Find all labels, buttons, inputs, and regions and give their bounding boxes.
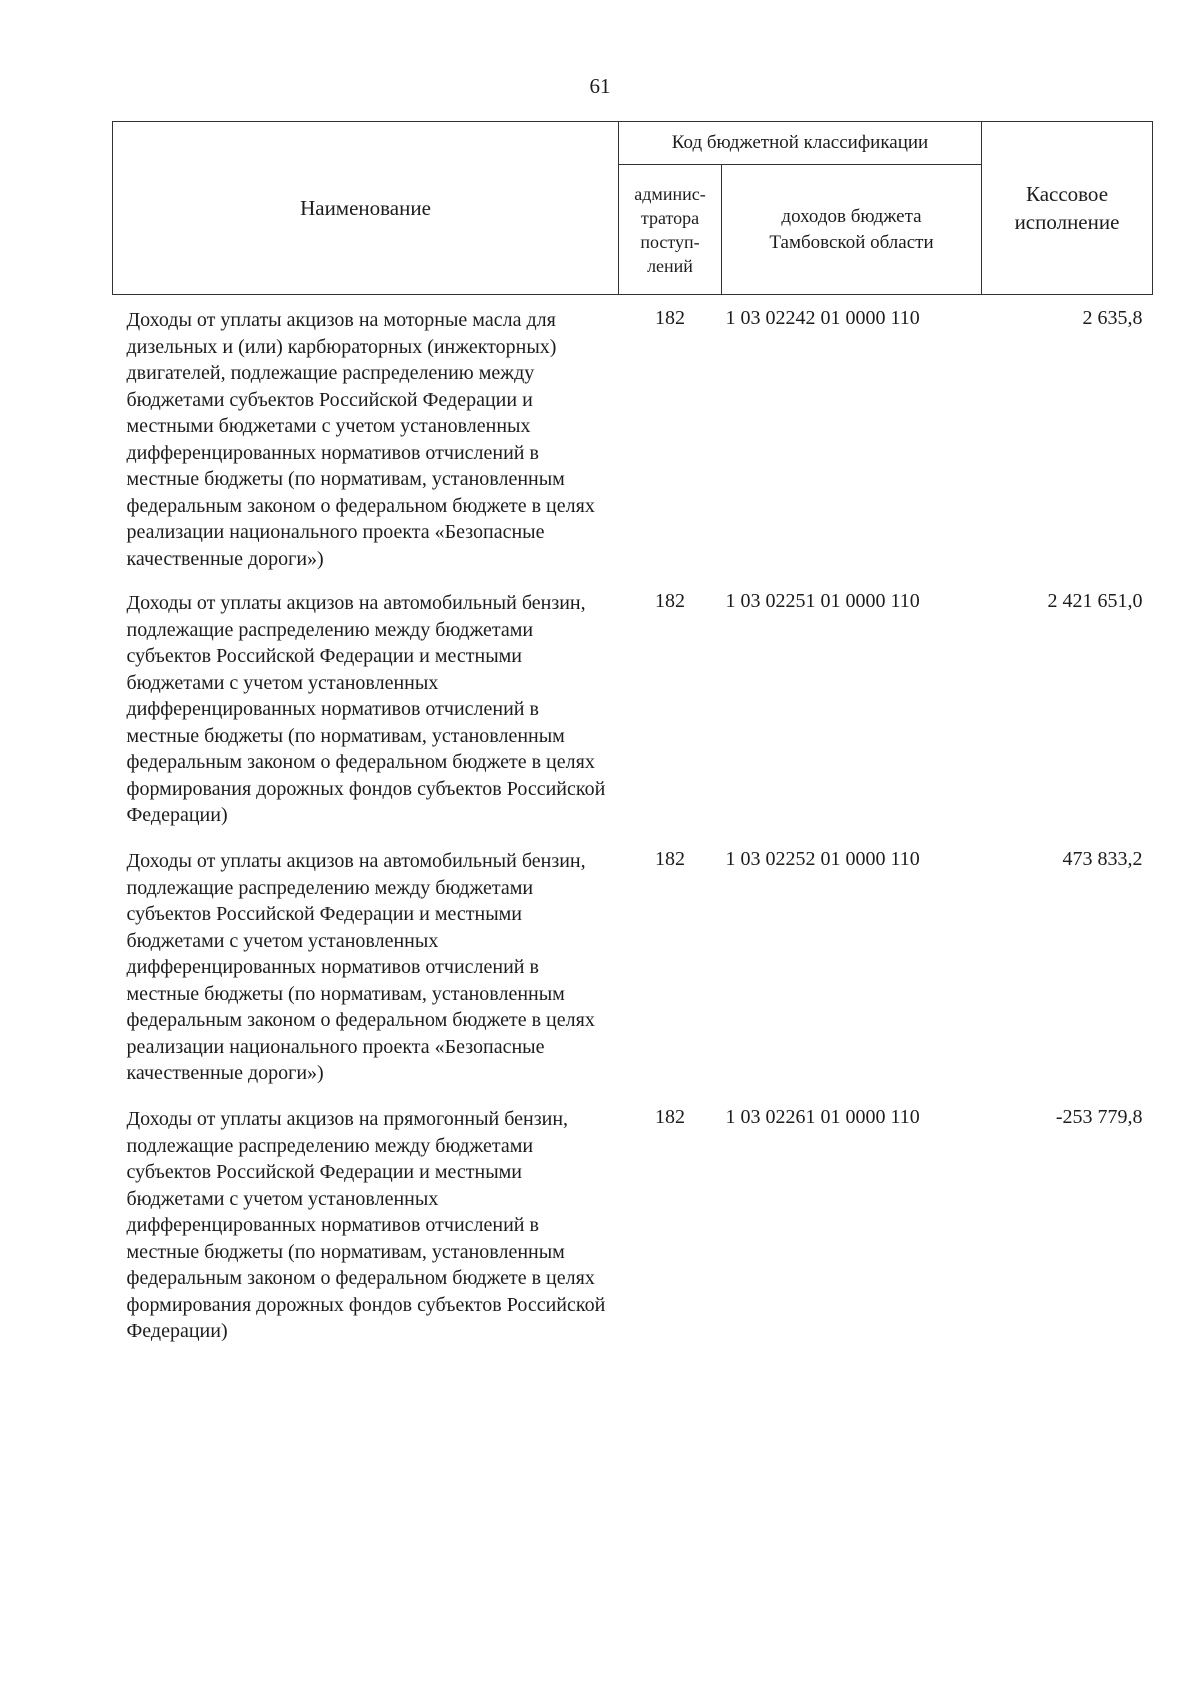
row-income-code: 1 03 02251 01 0000 110 xyxy=(725,590,920,612)
row-name: Доходы от уплаты акцизов на прямогонный бензин, подлежащие распределению между бюджетами субъектов Российской Федерации и местными бюджетами с учетом установленных дифференцированных нормативов отчислений в местные бюджеты (по нормативам, установленным федеральным законом о федеральном бюджете в целях формирования дорожных фондов субъектов Российской Федерации) xyxy=(126,1108,606,1342)
budget-table-container xyxy=(112,121,1152,1357)
row-income-code: 1 03 02242 01 0000 110 xyxy=(725,307,920,329)
row-name: Доходы от уплаты акцизов на автомобильный бензин, подлежащие распределению между бюджетами субъектов Российской Федерации и местными бюджетами с учетом установленных дифференцированных нормативов отчислений в местные бюджеты (по нормативам, установленным федеральным законом о федеральном бюджете в целях реализации национального проекта «Безопасные качественные дороги») xyxy=(126,850,595,1084)
table-header xyxy=(113,122,1153,295)
row-admin-code: 182 xyxy=(655,1106,685,1128)
row-admin-code: 182 xyxy=(655,590,685,612)
row-admin-code: 182 xyxy=(655,848,685,870)
table-body xyxy=(113,295,1153,1358)
budget-table xyxy=(112,121,1153,1357)
header-sum xyxy=(982,122,1153,295)
table-row xyxy=(113,295,1153,579)
header-sum-label: Кассовое исполнение xyxy=(1014,182,1120,234)
row-name: Доходы от уплаты акцизов на моторные масла для дизельных и (или) карбюраторных (инжекторных) двигателей, подлежащие распределению между бюджетами субъектов Российской Федерации и местными бюджетами с учетом установленных дифференцированных нормативов отчислений в местные бюджеты (по нормативам, установленным федеральным законом о федеральном бюджете в целях реализации национального проекта «Безопасные качественные дороги») xyxy=(126,309,595,570)
row-income-code: 1 03 02252 01 0000 110 xyxy=(725,848,920,870)
table-row xyxy=(113,1094,1153,1357)
header-admin xyxy=(619,165,722,295)
header-name: Наименование xyxy=(113,122,619,295)
row-sum: 2 421 651,0 xyxy=(1047,590,1143,612)
row-admin-code: 182 xyxy=(655,307,685,329)
row-sum: -253 779,8 xyxy=(1055,1106,1143,1128)
row-sum: 2 635,8 xyxy=(1082,307,1143,329)
header-code xyxy=(722,165,982,295)
header-code-group: Код бюджетной классификации xyxy=(619,122,982,165)
row-sum: 473 833,2 xyxy=(1062,848,1143,870)
page-number: 61 xyxy=(589,74,611,98)
row-name: Доходы от уплаты акцизов на автомобильный бензин, подлежащие распределению между бюджетами субъектов Российской Федерации и местными бюджетами с учетом установленных дифференцированных нормативов отчислений в местные бюджеты (по нормативам, установленным федеральным законом о федеральном бюджете в целях формирования дорожных фондов субъектов Российской Федерации) xyxy=(126,592,606,826)
table-row xyxy=(113,836,1153,1094)
table-row xyxy=(113,578,1153,836)
row-income-code: 1 03 02261 01 0000 110 xyxy=(725,1106,920,1128)
header-admin-label: админис- тратора поступ- лений xyxy=(634,183,706,276)
header-code-label: доходов бюджета Тамбовской области xyxy=(769,205,934,253)
